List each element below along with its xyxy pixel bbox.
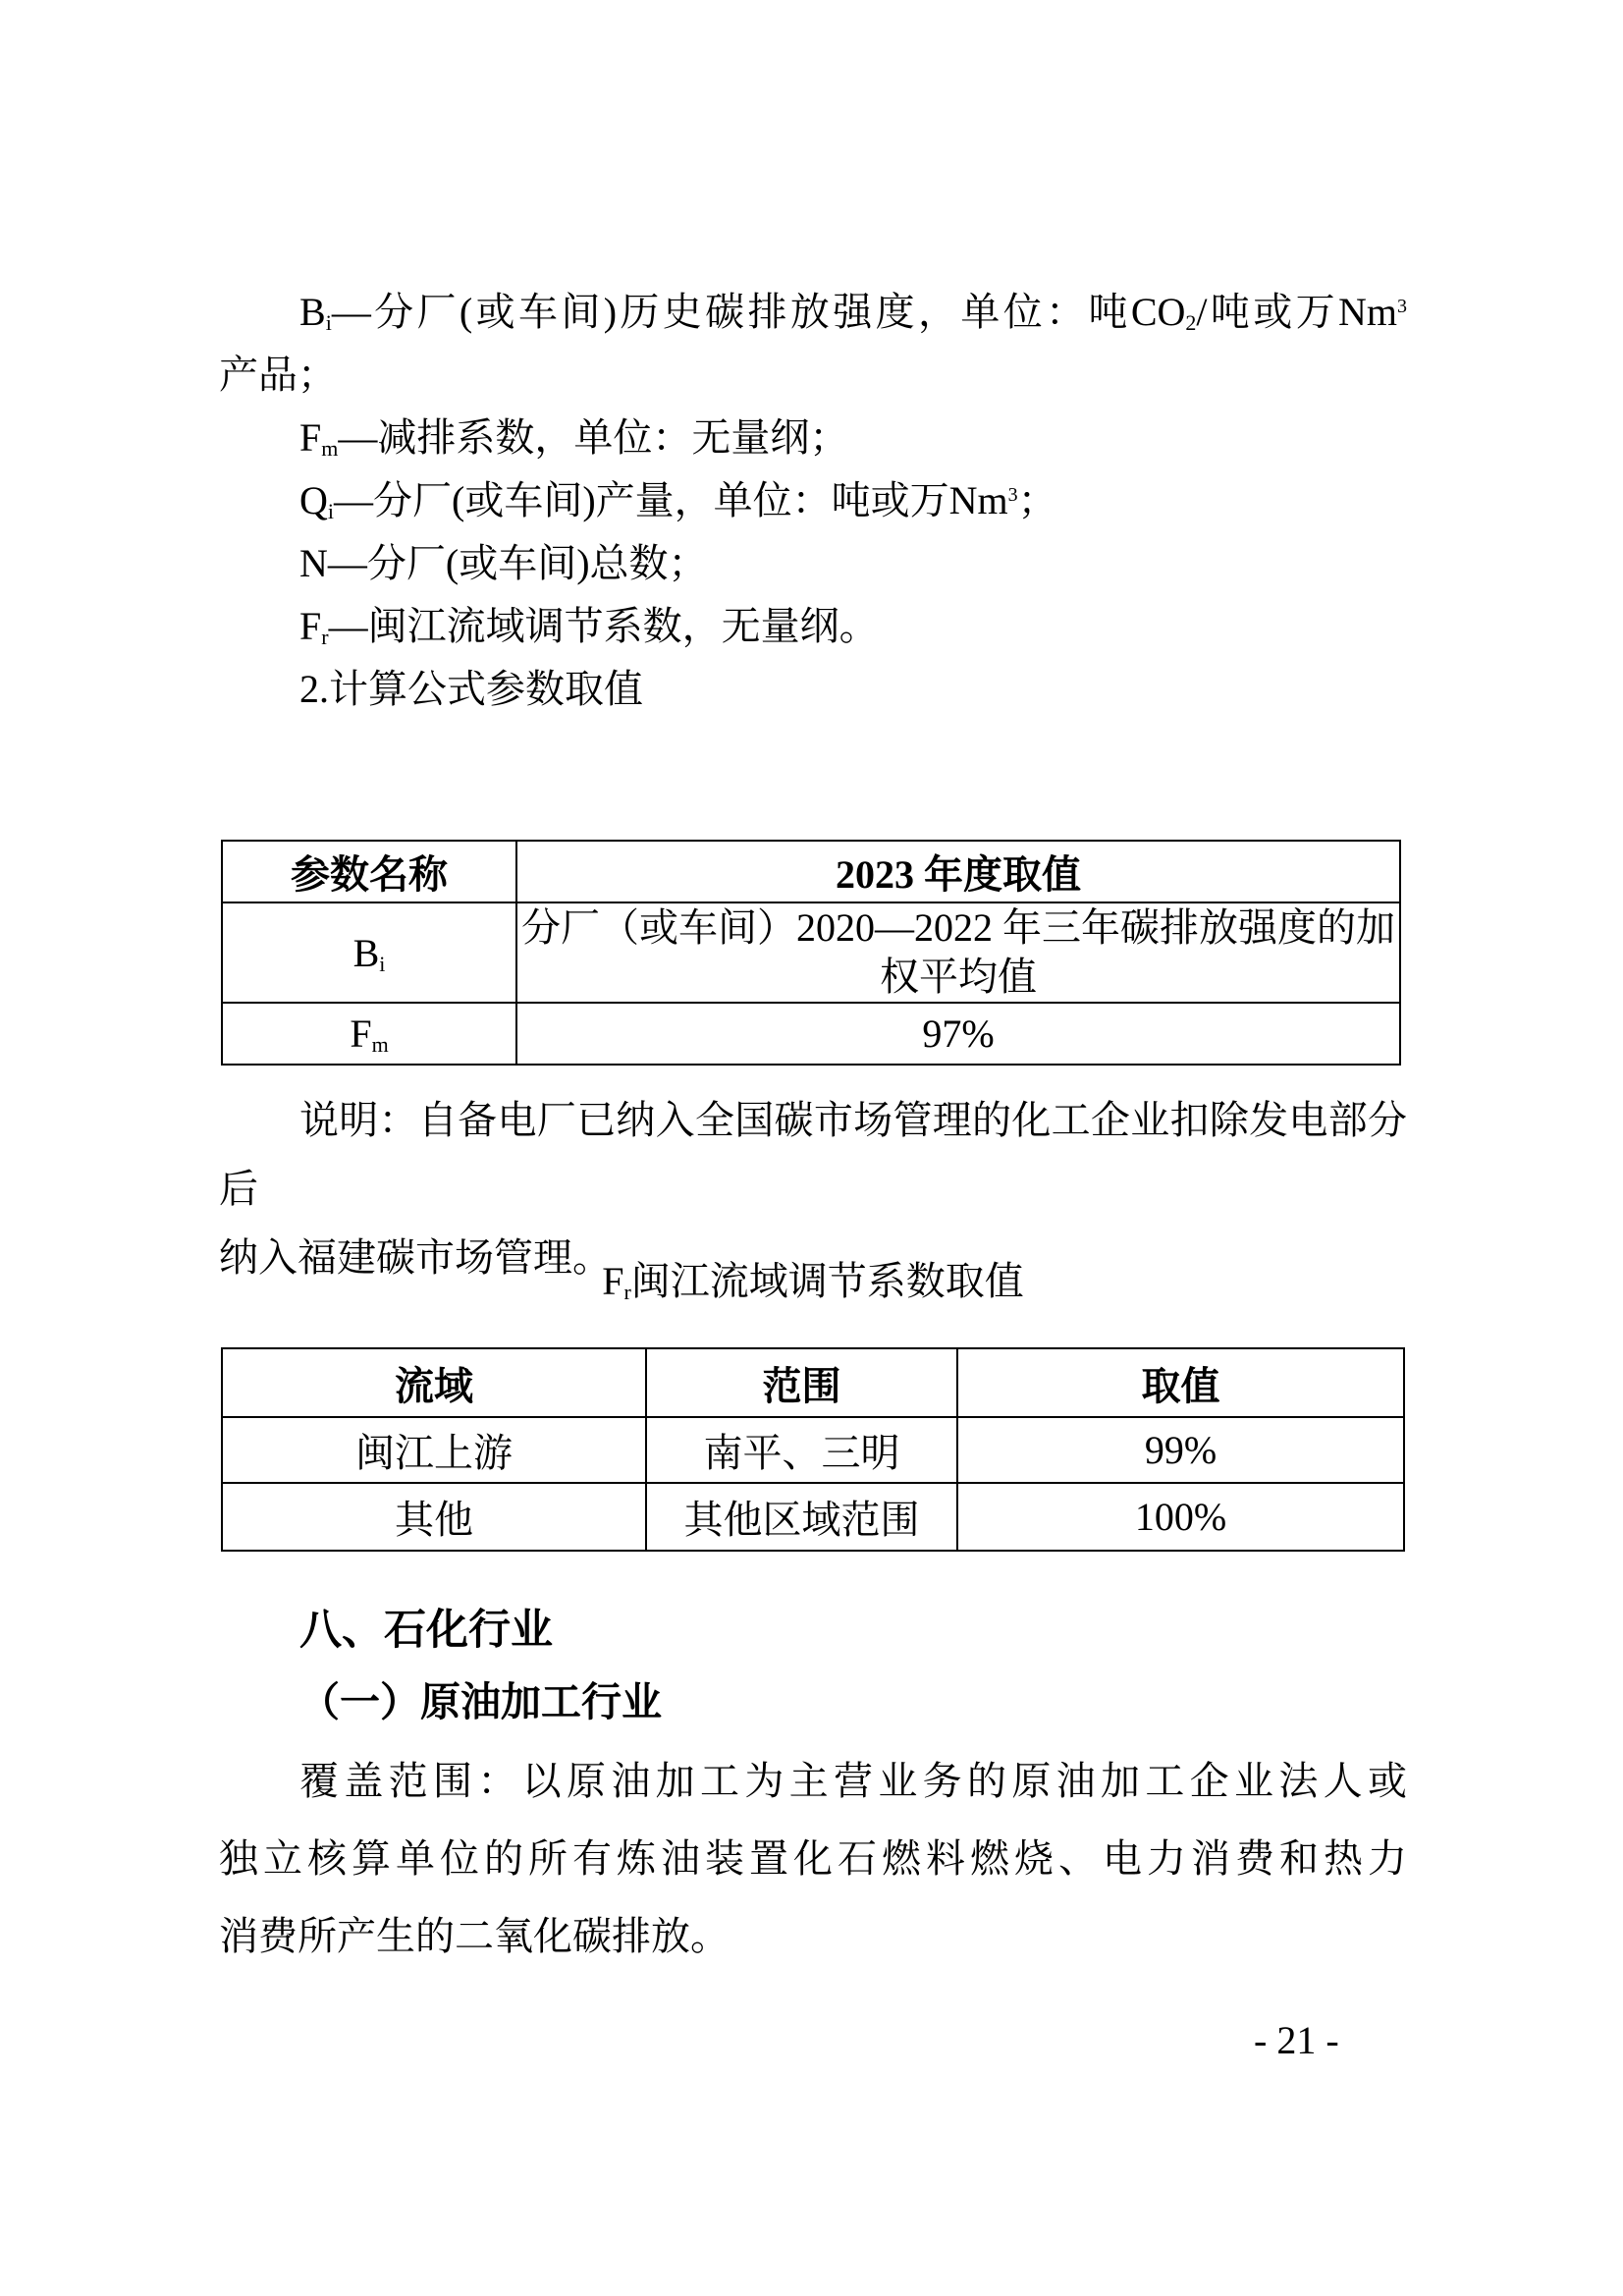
fr-table-row-upstream (222, 1417, 1404, 1483)
note-line1: 说明：自备电厂已纳入全国碳市场管理的化工企业扣除发电部分后 (219, 1098, 1407, 1211)
parameter-table-row-fm (222, 1003, 1400, 1065)
parameter-fm-cell: $F_m$ (222, 1003, 516, 1065)
page-number: - 21 - (1254, 2018, 1339, 2062)
coverage-line1: 覆盖范围：以原油加工为主营业务的原油加工企业法人或 (299, 1759, 1407, 1803)
section8-heading: 八、石化行业 (299, 1607, 553, 1654)
definition-line-bi-continued: 产品； (219, 353, 337, 397)
fr-table-row-other (222, 1483, 1404, 1551)
fr-coefficient-table (221, 1347, 1405, 1552)
coverage-line2: 独立核算单位的所有炼油装置化石燃料燃烧、电力消费和热力 (219, 1836, 1407, 1881)
coverage-paragraph (219, 1742, 1407, 1975)
fr-basin-cell: 其他 (222, 1483, 646, 1551)
definitions-block (219, 281, 1407, 721)
definition-line-fm: $F_m—$减排系数，单位：无量纲； (299, 415, 849, 461)
parameter-fm-value-cell: 97% (516, 1003, 1400, 1065)
fr-range-cell: 南平、三明 (646, 1417, 957, 1483)
parameter-bi-value-cell (516, 902, 1400, 1003)
fr-value-cell: 99% (957, 1417, 1404, 1483)
fr-table-header-row (222, 1348, 1404, 1417)
fr-table-header-basin: 流域 (222, 1348, 646, 1417)
fr-table-header-value: 取值 (957, 1348, 1404, 1417)
fr-basin-cell: 闽江上游 (222, 1417, 646, 1483)
definition-line-n: N—分厂(或车间)总数； (299, 541, 708, 585)
parameter-table-header-value: 2023 年度取值 (516, 841, 1400, 902)
parameter-bi-value-line2: 权平均值 (880, 955, 1037, 999)
parameter-table-row-bi (222, 902, 1400, 1003)
parameter-value-table (221, 840, 1401, 1066)
fr-range-cell: 其他区域范围 (646, 1483, 957, 1551)
definition-line-bi: $B_i—$分厂(或车间)历史碳排放强度，单位：吨$CO_2/$吨或万Nm$^3$ (299, 290, 1407, 335)
parameter-bi-cell: $B_i$ (222, 902, 516, 1003)
parameter-table-header-row (222, 841, 1400, 902)
definition-line-qi: $Q_i—$分厂(或车间)产量，单位：吨或万Nm$^3$； (299, 478, 1057, 523)
fr-table-caption: $F_r$闽江流域调节系数取值 (602, 1259, 1024, 1304)
coverage-line3: 消费所产生的二氧化碳排放。 (219, 1914, 730, 1958)
parameter-table-header-name: 参数名称 (222, 841, 516, 902)
note-line2: 纳入福建碳市场管理。 (219, 1235, 612, 1280)
fr-value-cell: 100% (957, 1483, 1404, 1551)
parameter-bi-value-line1: 分厂（或车间）2020—2022 年三年碳排放强度的加 (521, 905, 1395, 950)
definition-line-fr: $F_r—$闽江流域调节系数，无量纲。 (299, 604, 879, 649)
section8-subheading: （一）原油加工行业 (299, 1679, 662, 1724)
section2-heading: 2.计算公式参数取值 (299, 667, 643, 711)
fr-table-header-range: 范围 (646, 1348, 957, 1417)
